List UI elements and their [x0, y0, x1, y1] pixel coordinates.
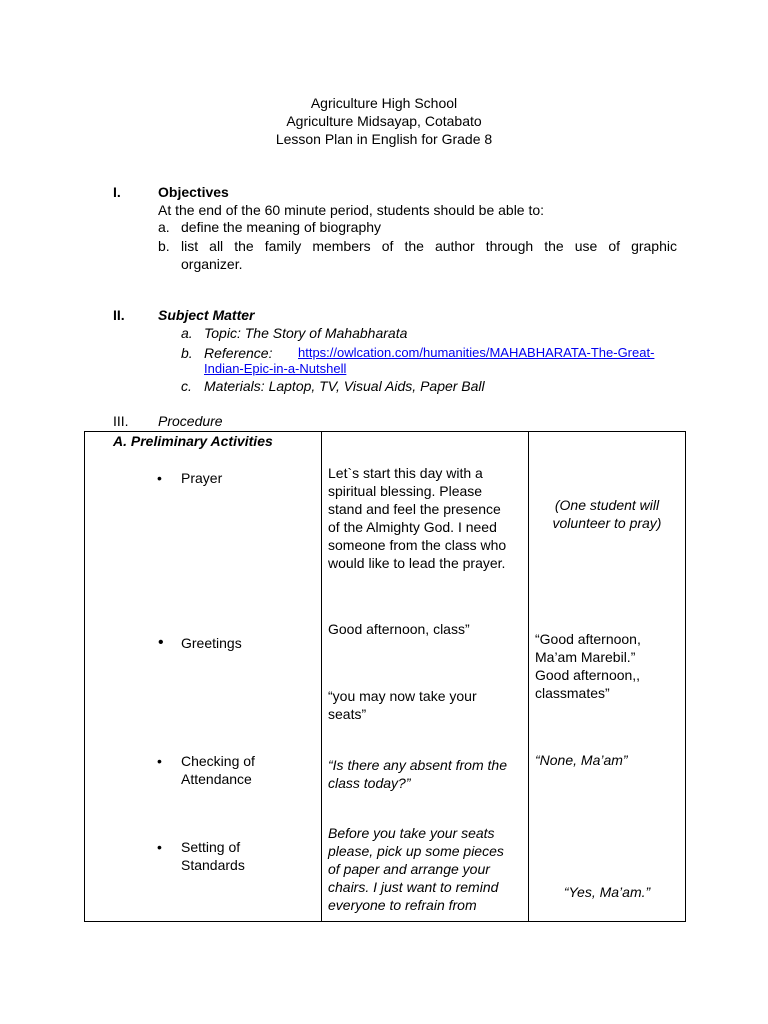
teacher-column: [322, 432, 529, 922]
student-column: [529, 432, 686, 922]
activity-greetings: Greetings: [181, 635, 242, 651]
activity-standards-line-1: Setting of: [181, 839, 241, 855]
bullet-icon: •: [158, 634, 164, 651]
objective-b-text-2: organizer.: [181, 256, 243, 272]
subject-reference-label: Reference:: [204, 345, 273, 361]
bullet-icon: •: [157, 753, 162, 769]
teacher-standards-2: please, pick up some pieces: [328, 843, 504, 859]
student-greeting-2: Ma’am Marebil.”: [535, 649, 636, 665]
student-prayer-1: (One student will: [554, 497, 660, 513]
procedure-number: III.: [113, 413, 129, 429]
teacher-seats-2: seats”: [328, 706, 367, 722]
student-prayer-2: volunteer to pray): [552, 515, 662, 531]
teacher-standards-4: chairs. I just want to remind: [328, 879, 499, 895]
objective-b-marker: b.: [158, 238, 170, 254]
lesson-plan-title: Lesson Plan in English for Grade 8: [275, 131, 493, 147]
teacher-prayer-5: someone from the class who: [328, 537, 507, 553]
student-greeting-4: classmates”: [535, 685, 610, 701]
subject-b-marker: b.: [181, 345, 193, 361]
reference-link-line-2[interactable]: Indian-Epic-in-a-Nutshell: [204, 361, 347, 376]
student-standards: “Yes, Ma’am.”: [563, 884, 651, 900]
objective-a-marker: a.: [158, 219, 170, 235]
teacher-standards-3: of paper and arrange your: [328, 861, 490, 877]
objective-a-text: define the meaning of biography: [181, 219, 382, 235]
objectives-title: Objectives: [158, 184, 229, 200]
teacher-standards-5: everyone to refrain from: [328, 897, 477, 913]
objective-b-text-1: list all the family members of the author through the use of graphic: [181, 238, 677, 254]
subject-matter-number: II.: [113, 307, 125, 323]
reference-link-line-1[interactable]: https://owlcation.com/humanities/MAHABHARATA-The-Great-: [298, 345, 655, 360]
teacher-seats-1: “you may now take your: [328, 688, 477, 704]
preliminary-activities-heading: A. Preliminary Activities: [113, 433, 273, 449]
student-attendance: “None, Ma’am”: [535, 752, 628, 768]
activity-attendance-line-1: Checking of: [181, 753, 255, 769]
activity-column: [85, 432, 322, 922]
subject-topic: Topic: The Story of Mahabharata: [204, 325, 408, 341]
teacher-standards-1: Before you take your seats: [328, 825, 495, 841]
objectives-number: I.: [113, 184, 121, 200]
subject-c-marker: c.: [181, 378, 192, 394]
activity-standards-line-2: Standards: [181, 857, 245, 873]
student-greeting-1: “Good afternoon,: [535, 631, 641, 647]
bullet-icon: •: [157, 839, 162, 855]
subject-a-marker: a.: [181, 325, 193, 341]
teacher-prayer-6: would like to lead the prayer.: [328, 555, 506, 571]
procedure-title: Procedure: [158, 413, 223, 429]
procedure-table: [84, 431, 686, 922]
teacher-prayer-4: of the Almighty God. I need: [328, 519, 497, 535]
teacher-attendance-1: “Is there any absent from the: [328, 757, 507, 773]
teacher-attendance-2: class today?”: [328, 775, 411, 791]
teacher-prayer-1: Let`s start this day with a: [328, 465, 483, 481]
student-greeting-3: Good afternoon,,: [535, 667, 641, 683]
school-location: Agriculture Midsayap, Cotabato: [286, 113, 482, 129]
school-name: Agriculture High School: [310, 95, 458, 111]
subject-materials: Materials: Laptop, TV, Visual Aids, Paper Ball: [204, 378, 485, 394]
subject-matter-title: Subject Matter: [158, 307, 255, 323]
objectives-intro: At the end of the 60 minute period, students should be able to:: [158, 202, 545, 218]
activity-prayer: Prayer: [181, 470, 223, 486]
activity-attendance-line-2: Attendance: [181, 771, 252, 787]
teacher-greeting: Good afternoon, class”: [328, 621, 470, 637]
teacher-prayer-3: stand and feel the presence: [328, 501, 501, 517]
bullet-icon: •: [157, 470, 162, 486]
teacher-prayer-2: spiritual blessing. Please: [328, 483, 483, 499]
